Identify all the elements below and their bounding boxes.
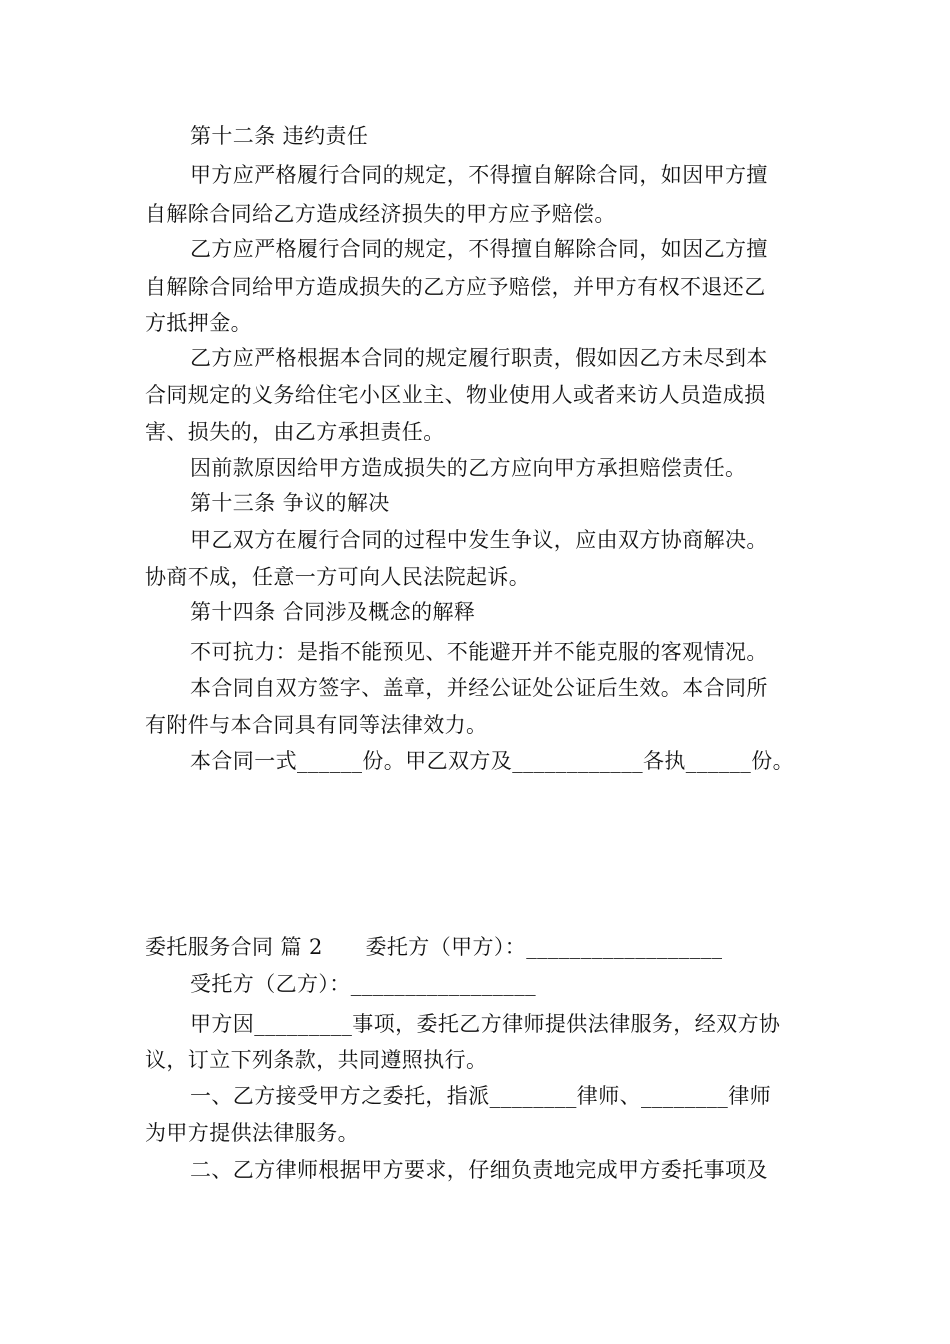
article-12-heading: 第十二条 违约责任 [190,124,369,148]
paragraph-line: 自解除合同给甲方造成损失的乙方应予赔偿，并甲方有权不退还乙 [145,275,766,299]
paragraph-line: 因前款原因给甲方造成损失的乙方应向甲方承担赔偿责任。 [190,456,747,480]
paragraph-line: 自解除合同给乙方造成经济损失的甲方应予赔偿。 [145,202,616,226]
paragraph-line: 有附件与本合同具有同等法律效力。 [145,713,488,737]
paragraph-line: 方抵押金。 [145,311,252,335]
paragraph-line: 协商不成，任意一方可向人民法院起诉。 [145,565,531,589]
paragraph-line: 一、乙方接受甲方之委托，指派________律师、________律师 [190,1084,771,1108]
paragraph-line: 甲乙双方在履行合同的过程中发生争议，应由双方协商解决。 [190,528,768,552]
paragraph-line: 乙方应严格根据本合同的规定履行职责，假如因乙方未尽到本 [190,346,768,370]
paragraph-line: 为甲方提供法律服务。 [145,1121,359,1145]
paragraph-line: 甲方应严格履行合同的规定，不得擅自解除合同，如因甲方擅 [190,163,768,187]
paragraph-line: 本合同自双方签字、盖章，并经公证处公证后生效。本合同所 [190,676,768,700]
copies-line: 本合同一式______份。甲乙双方及____________各执______份。 [190,749,794,773]
paragraph-line: 受托方（乙方）：_________________ [190,972,536,996]
article-14-heading: 第十四条 合同涉及概念的解释 [190,600,476,624]
paragraph-line: 甲方因_________事项，委托乙方律师提供法律服务，经双方协 [190,1012,781,1036]
paragraph-line: 不可抗力：是指不能预见、不能避开并不能克服的客观情况。 [190,640,768,664]
paragraph-line: 二、乙方律师根据甲方要求，仔细负责地完成甲方委托事项及 [190,1158,768,1182]
paragraph-line: 乙方应严格履行合同的规定，不得擅自解除合同，如因乙方擅 [190,237,768,261]
paragraph-line: 议，订立下列条款，共同遵照执行。 [145,1048,488,1072]
contract-2-heading: 委托服务合同 篇 2 委托方（甲方）：__________________ [145,935,723,959]
paragraph-line: 害、损失的，由乙方承担责任。 [145,420,445,444]
article-13-heading: 第十三条 争议的解决 [190,491,390,515]
paragraph-line: 合同规定的义务给住宅小区业主、物业使用人或者来访人员造成损 [145,383,766,407]
